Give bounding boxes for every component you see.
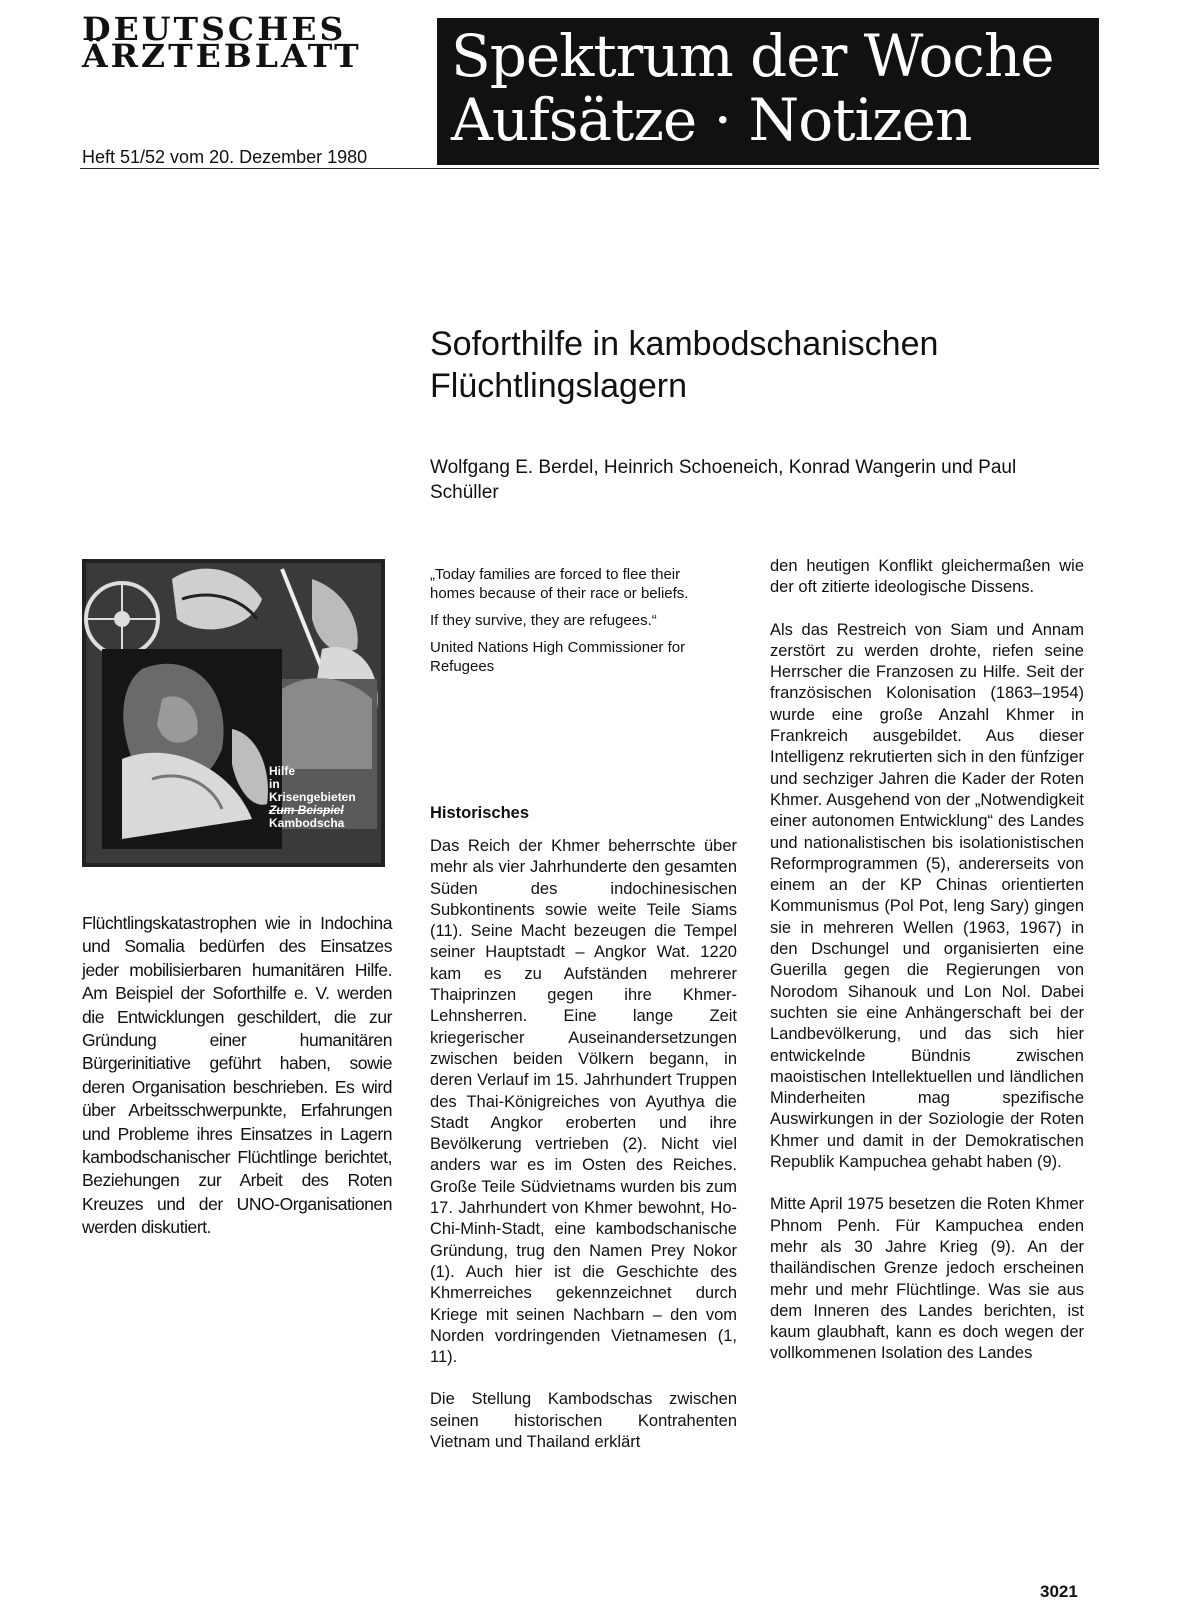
paragraph: den heutigen Konflikt gleichermaßen wie der oft zitierte ideologische Dissens. (770, 557, 1084, 597)
cover-line-4: Kambodscha (269, 816, 345, 830)
epigraph-quote (430, 565, 690, 684)
section-heading: Historisches (430, 804, 530, 822)
header-rule (80, 168, 1099, 169)
masthead-line-1: DEUTSCHES (82, 10, 347, 48)
abstract (82, 912, 392, 1240)
section-banner (437, 18, 1099, 165)
paragraph: Als das Restreich von Siam und Annam zerstört zu werden drohte, riefen seine Herrscher die Franzosen zu Hilfe. Seit der französischen Kolonisation (1863–1954) wurde eine große Anzahl Khmer in Frankreich ausgebildet. Aus dieser Intelligenz rekrutierten sich in den fünfziger und sechziger Jahren die Kader der Roten Khmer. Ausgehend von der „Notwendigkeit einer autonomen Entwicklung“ des Landes und nationalistischen bis isolationistischen Reformprogrammen (5), andererseits von einem an der KP Chinas orientierten Kommunismus (Pol Pot, leng Sary) gingen sie in mehreren Wellen (1963, 1967) in den Dschungel und organisierten eine Guerilla gegen die Regierungen von Norodom Sihanouk und Lon Nol. Dabei suchten sie eine Anhängerschaft bei der Landbevölkerung, und das sich hier entwickelnde Bündnis zwischen maoistischen Intellektuellen und ländlichen Minderheiten mag spezifische Auswirkungen in der Soziologie der Roten Khmer und damit in der Demokratischen Republik Kampuchea gehabt haben (9). (770, 620, 1084, 1172)
article-title: Soforthilfe in kambodschanischen Flüchtlingslagern (430, 325, 939, 405)
paragraph: Die Stellung Kambodschas zwischen seinen historischen Kontrahenten Vietnam und Thailand erklärt (430, 1390, 737, 1452)
masthead-line-2: ÄRZTEBLATT (82, 37, 362, 75)
quote-attribution: United Nations High Commissioner for Refugees (430, 639, 686, 675)
paragraph: Mitte April 1975 besetzen die Roten Khmer Phnom Penh. Für Kampuchea enden mehr als 30 Jahre Krieg (9). An der thailändischen Grenze jedoch erscheinen mehr und mehr Flüchtlinge. Was sie aus dem Inneren des Landes berichten, ist kaum glaubhaft, kann es doch wegen der vollkommenen Isolation des Landes (770, 1195, 1084, 1363)
paragraph: Das Reich der Khmer beherrschte über mehr als vier Jahrhunderte den gesamten Süden des indochinesischen Subkontinents sowie weite Teile Siams (11). Seine Macht bezeugen die Tempel seiner Hauptstadt – Angkor Wat. 1220 kam es zu Aufständen mehrerer Thaiprinzen gegen ihre Khmer-Lehnsherren. Eine lange Zeit kriegerischer Auseinandersetzungen zwischen beiden Völkern begann, in deren Verlauf im 15. Jahrhundert Truppen des Thai-Königreiches von Ayuthya die Stadt Angkor eroberten und ihre Bevölkerung vertrieben (2). Nicht viel anders war es im Osten des Reiches. Große Teile Südvietnams wurden bis zum 17. Jahrhundert von Khmer bewohnt, Ho-Chi-Minh-Stadt, eine kambodschanische Gründung, trug den Namen Prey Nokor (1). Auch hier ist die Geschichte des Khmerreiches gekennzeichnet durch Kriege mit seinen Nachbarn – den vom Norden vordringenden Vietnamesen (1, 11). (430, 837, 737, 1367)
quote-text-2: If they survive, they are refugees.“ (430, 612, 657, 629)
article-authors: Wolfgang E. Berdel, Heinrich Schoeneich, Konrad Wangerin und Paul Schüller (430, 457, 1017, 503)
page-number: 3021 (1040, 1582, 1078, 1601)
quote-text-1: „Today families are forced to flee their homes because of their race or beliefs. (430, 566, 689, 602)
cover-caption (269, 765, 359, 830)
abstract-text: Flüchtlingskatastrophen wie in Indochina und Somalia bedürfen des Einsatzes jeder mobilisierbaren humanitären Hilfe. Am Beispiel der Soforthilfe e. V. werden die Entwicklungen geschildert, die zur Gründung einer humanitären Bürgerinitiative geführt haben, sowie deren Organisation beschrieben. Es wird über Arbeitsschwerpunkte, Erfahrungen und Probleme ihres Einsatzes in Lagern kambodschanischer Flüchtlinge berichtet, Beziehungen zur Arbeit des Roten Kreuzes und der UNO-Organisationen werden diskutiert. (82, 913, 392, 1238)
banner-line-1: Spektrum der Woche (451, 22, 1054, 90)
issue-date: Heft 51/52 vom 20. Dezember 1980 (82, 147, 368, 167)
cover-line-1: Hilfe (269, 764, 296, 778)
text-column-3 (770, 556, 1084, 1386)
masthead (82, 10, 392, 75)
cover-line-3: Zum Beispiel (269, 803, 344, 817)
cover-line-2: in Krisengebieten (269, 777, 356, 804)
text-column-2 (430, 803, 737, 1474)
banner-line-2: Aufsätze · Notizen (451, 86, 972, 154)
cover-image (82, 559, 385, 867)
